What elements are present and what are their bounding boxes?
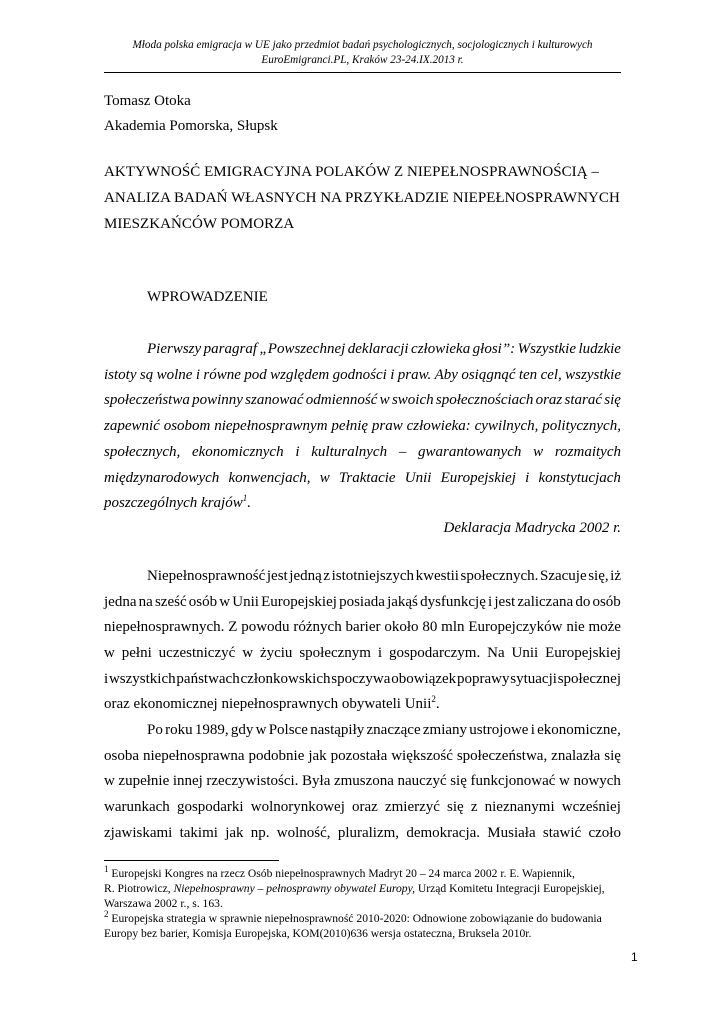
paragraph-2-line: warunkach gospodarki wolnorynkowej oraz zmierzyć się z nieznanymi wcześniej	[104, 799, 621, 815]
paragraph-1-last-text: oraz ekonomicznej niepełnosprawnych obywateli Unii	[104, 696, 432, 712]
epigraph-line: Pierwszy paragraf „Powszechnej deklaracji człowieka głosi”: Wszystkie ludzkie	[147, 341, 621, 357]
footnote-1-publisher: Urząd Komitetu Integracji Europejskiej,	[414, 882, 605, 895]
footnote-1-text: Europejski Kongres na rzecz Osób niepełnosprawnych Madryt 20 – 24 marca 2002 r. E. Wapiennik,	[111, 867, 575, 880]
epigraph-last-line	[104, 495, 251, 512]
page-number: 1	[631, 950, 638, 964]
paper-title-line-1: AKTYWNOŚĆ EMIGRACYJNA POLAKÓW Z NIEPEŁNOSPRAWNOŚCIĄ –	[104, 164, 599, 180]
footnote-2-line-2: Europy bez barier, Komisja Europejska, KOM(2010)636 wersja ostateczna, Bruksela 2010r.	[104, 927, 532, 940]
paragraph-1-line: i wszystkich państwach członkowskich spoczywa obowiązek poprawy sytuacji społecznej	[104, 671, 621, 687]
paragraph-2-line: zjawiskami takimi jak np. wolność, pluralizm, demokracja. Musiała stawić czoło	[104, 825, 621, 841]
footnote-1-book-title: Niepełnosprawny – pełnosprawny obywatel Europy,	[173, 882, 415, 895]
footnote-2-text: Europejska strategia w sprawnie niepełnosprawność 2010-2020: Odnowione zobowiązanie do budowania	[111, 912, 602, 925]
footnote-1-number: 1	[104, 864, 109, 875]
paragraph-2-line: w zupełnie innej rzeczywistości. Była zmuszona nauczyć się funkcjonować w nowych	[104, 773, 621, 789]
footnote-2-line-1	[104, 911, 621, 926]
running-header-line-1: Młoda polska emigracja w UE jako przedmiot badań psychologicznych, socjologicznych i kulturowych	[132, 39, 593, 51]
paper-title-line-3: MIESZKAŃCÓW POMORZA	[104, 216, 295, 232]
author-affiliation: Akademia Pomorska, Słupsk	[104, 118, 278, 134]
paragraph-1-last-end: .	[435, 696, 440, 712]
paragraph-1-line: jedna na sześć osób w Unii Europejskiej posiada jakąś dysfunkcję i jest zaliczana do osób	[104, 594, 621, 610]
footnote-rule	[104, 860, 279, 861]
epigraph-line: społeczeństwa powinny szanować odmienność w swoich społecznościach oraz starać się	[104, 392, 621, 408]
author-name: Tomasz Otoka	[104, 93, 191, 109]
header-rule	[104, 72, 621, 73]
footnote-1-line-3: Warszawa 2002 r., s. 163.	[104, 897, 223, 910]
epigraph-last-text: poszczególnych krajów	[104, 495, 243, 511]
paragraph-1-line: w pełni uczestniczyć w życiu społecznym i gospodarczym. Na Unii Europejskiej	[104, 645, 621, 661]
footnote-ref-2[interactable]: 2	[431, 694, 436, 704]
epigraph-last-end: .	[247, 495, 251, 511]
running-header-line-2: EuroEmigranci.PL, Kraków 23-24.IX.2013 r.	[261, 54, 464, 66]
epigraph-line: istoty są wolne i równe pod względem godności i praw. Aby osiągnąć ten cel, wszystkie	[104, 367, 621, 383]
footnote-2-number: 2	[104, 909, 109, 920]
paragraph-2-line: Po roku 1989, gdy w Polsce nastąpiły znaczące zmiany ustrojowe i ekonomiczne,	[147, 722, 621, 738]
epigraph-line: międzynarodowych konwencjach, w Traktacie Unii Europejskiej i konstytucjach	[104, 470, 621, 486]
epigraph-line: społecznych, ekonomicznych i kulturalnych – gwarantowanych w rozmaitych	[104, 444, 621, 460]
running-header	[104, 38, 621, 68]
paragraph-1-line: niepełnosprawnych. Z powodu różnych barier około 80 mln Europejczyków nie może	[104, 619, 621, 635]
paragraph-1-line: Niepełnosprawność jest jedną z istotniejszych kwestii społecznych. Szacuje się, iż	[147, 568, 621, 584]
footnote-ref-1[interactable]: 1	[242, 493, 248, 503]
footnote-1-line-2	[104, 881, 621, 896]
footnote-1-line-1	[104, 866, 621, 881]
paper-title-line-2: ANALIZA BADAŃ WŁASNYCH NA PRZYKŁADZIE NIEPEŁNOSPRAWNYCH	[104, 190, 620, 206]
footnote-1-authors: R. Piotrowicz,	[104, 882, 174, 895]
paragraph-2-line: osoba niepełnosprawna podobnie jak pozostała większość społeczeństwa, znalazła się	[104, 748, 621, 764]
epigraph-source: Deklaracja Madrycka 2002 r.	[443, 520, 621, 536]
paragraph-1-last-line	[104, 696, 440, 713]
epigraph-line: zapewnić osobom niepełnosprawnym pełnię praw człowieka: cywilnych, politycznych,	[104, 418, 621, 434]
section-heading: WPROWADZENIE	[147, 289, 268, 305]
